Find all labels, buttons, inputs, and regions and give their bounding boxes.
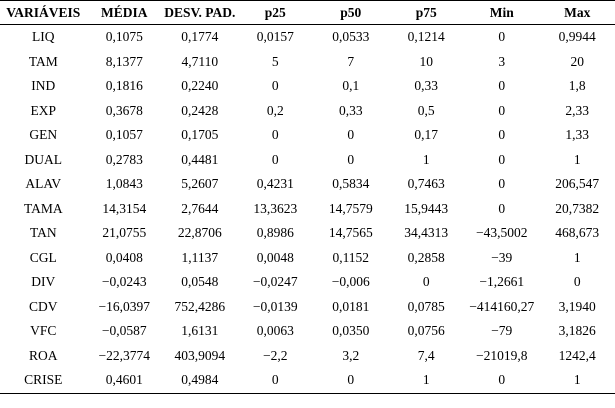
cell-desv-pad: 5,2607 — [181, 176, 219, 192]
cell-max: 3,1940 — [558, 298, 596, 314]
cell-desv-pad: 0,2240 — [181, 78, 219, 94]
cell-p50: −0,006 — [331, 274, 370, 290]
cell-media: −16,0397 — [98, 298, 151, 314]
table-row — [0, 295, 615, 320]
table-row — [0, 25, 615, 50]
cell-p25: 0,2 — [266, 102, 284, 118]
cell-p25: 0 — [271, 127, 279, 143]
cell-desv-pad: 0,4984 — [162, 368, 237, 393]
cell-p75: 0,0785 — [407, 298, 445, 314]
cell-p50: 14,7579 — [328, 200, 373, 216]
row-label: EXP — [30, 102, 57, 118]
column-header-p50: p50 — [313, 1, 388, 25]
cell-p25: 0 — [271, 151, 279, 167]
cell-media: 0,3678 — [105, 102, 143, 118]
cell-desv-pad: 22,8706 — [177, 225, 222, 241]
cell-p50: 7 — [347, 53, 355, 69]
cell-max: 1 — [573, 151, 581, 167]
cell-p25: 0,0157 — [256, 29, 294, 45]
cell-p75: 0,17 — [414, 127, 439, 143]
row-label: CRISE — [0, 368, 87, 393]
cell-p50: 0,33 — [338, 102, 363, 118]
cell-media: 8,1377 — [105, 53, 143, 69]
cell-media: −0,0243 — [101, 274, 147, 290]
cell-min: 0 — [498, 78, 506, 94]
table-row — [0, 344, 615, 369]
row-label: CDV — [29, 298, 58, 314]
table-row — [0, 270, 615, 295]
cell-p25: 0,0048 — [256, 249, 294, 265]
row-label: ROA — [29, 347, 58, 363]
cell-min: 0 — [498, 102, 506, 118]
cell-p75: 0,1214 — [407, 29, 445, 45]
cell-desv-pad: 2,7644 — [181, 200, 219, 216]
cell-p75: 34,4313 — [404, 225, 449, 241]
cell-min: 0 — [498, 127, 506, 143]
cell-p50: 14,7565 — [328, 225, 373, 241]
cell-max: 2,33 — [565, 102, 590, 118]
cell-desv-pad: 1,6131 — [181, 323, 219, 339]
cell-p25: 0,0063 — [256, 323, 294, 339]
cell-p75: 10 — [419, 53, 433, 69]
cell-p50: 0 — [347, 127, 355, 143]
cell-min: −43,5002 — [475, 225, 528, 241]
cell-desv-pad: 0,0548 — [181, 274, 219, 290]
cell-p25: 5 — [271, 53, 279, 69]
cell-p75: 0,0756 — [407, 323, 445, 339]
table-row — [0, 319, 615, 344]
cell-p75: 0,5 — [417, 102, 435, 118]
cell-max: 468,673 — [555, 225, 600, 241]
cell-p75: 15,9443 — [404, 200, 449, 216]
cell-max: 1 — [539, 368, 615, 393]
column-header-media: MÉDIA — [87, 1, 162, 25]
cell-max: 1242,4 — [558, 347, 596, 363]
cell-media: 21,0755 — [102, 225, 147, 241]
cell-min: −39 — [491, 249, 513, 265]
cell-desv-pad: 0,1705 — [181, 127, 219, 143]
cell-p75: 0,2858 — [407, 249, 445, 265]
row-label: CGL — [29, 249, 57, 265]
cell-p75: 1 — [389, 368, 464, 393]
cell-p25: 0,8986 — [256, 225, 294, 241]
cell-p50: 0,1 — [342, 78, 360, 94]
cell-desv-pad: 0,2428 — [181, 102, 219, 118]
table-row — [0, 197, 615, 222]
cell-p75: 0,33 — [414, 78, 439, 94]
table-row — [0, 74, 615, 99]
cell-min: −21019,8 — [475, 347, 528, 363]
row-label: VFC — [30, 323, 57, 339]
cell-desv-pad: 752,4286 — [174, 298, 226, 314]
cell-media: 0,1057 — [105, 127, 143, 143]
cell-p25: 13,3623 — [253, 200, 298, 216]
row-label: DUAL — [24, 151, 63, 167]
column-header-min: Min — [464, 1, 539, 25]
cell-p75: 1 — [422, 151, 430, 167]
cell-max: 3,1826 — [558, 323, 596, 339]
row-label: TAM — [28, 53, 58, 69]
row-label: TAMA — [23, 200, 63, 216]
cell-p75: 0,7463 — [407, 176, 445, 192]
cell-desv-pad: 0,1774 — [181, 29, 219, 45]
row-label: IND — [31, 78, 56, 94]
row-label: LIQ — [32, 29, 55, 45]
table-header-row — [0, 1, 615, 25]
cell-max: 206,547 — [555, 176, 600, 192]
cell-p75: 7,4 — [417, 347, 435, 363]
cell-media: −0,0587 — [101, 323, 147, 339]
cell-max: 0,9944 — [558, 29, 596, 45]
cell-p50: 0,0533 — [332, 29, 370, 45]
cell-media: 0,4601 — [87, 368, 162, 393]
cell-p25: 0 — [238, 368, 313, 393]
table-row — [0, 246, 615, 271]
cell-max: 1,33 — [565, 127, 590, 143]
column-header-p75: p75 — [389, 1, 464, 25]
cell-max: 20 — [570, 53, 584, 69]
cell-p50: 0 — [347, 151, 355, 167]
cell-min: −1,2661 — [479, 274, 525, 290]
column-header-p25: p25 — [238, 1, 313, 25]
table-row — [0, 99, 615, 124]
table-row — [0, 172, 615, 197]
cell-p50: 0,1152 — [332, 249, 370, 265]
row-label: TAN — [29, 225, 57, 241]
table-row — [0, 123, 615, 148]
cell-min: 0 — [498, 176, 506, 192]
cell-desv-pad: 403,9094 — [174, 347, 226, 363]
cell-p50: 0,0181 — [332, 298, 370, 314]
cell-min: −414160,27 — [469, 298, 535, 314]
table-header — [0, 1, 615, 25]
cell-p25: 0,4231 — [256, 176, 294, 192]
row-label: DIV — [31, 274, 56, 290]
table-row — [0, 50, 615, 75]
cell-max: 1 — [573, 249, 581, 265]
cell-p50: 0,5834 — [332, 176, 370, 192]
cell-min: 3 — [498, 53, 506, 69]
cell-media: 0,1816 — [105, 78, 143, 94]
cell-p50: 0,0350 — [332, 323, 370, 339]
cell-min: 0 — [498, 151, 506, 167]
cell-p50: 3,2 — [342, 347, 360, 363]
column-header-variaveis: VARIÁVEIS — [0, 1, 87, 25]
cell-max: 0 — [573, 274, 581, 290]
column-header-max: Max — [539, 1, 615, 25]
cell-media: 0,1075 — [105, 29, 143, 45]
cell-p25: −0,0247 — [252, 274, 298, 290]
cell-p25: −0,0139 — [252, 298, 298, 314]
cell-desv-pad: 4,7110 — [181, 53, 219, 69]
cell-desv-pad: 0,4481 — [181, 151, 219, 167]
cell-min: 0 — [498, 29, 506, 45]
cell-media: 1,0843 — [105, 176, 143, 192]
cell-media: 0,2783 — [105, 151, 143, 167]
table-row — [0, 148, 615, 173]
cell-max: 20,7382 — [555, 200, 600, 216]
cell-p75: 0 — [422, 274, 430, 290]
cell-min: −79 — [491, 323, 513, 339]
cell-p50: 0 — [313, 368, 388, 393]
cell-min: 0 — [464, 368, 539, 393]
table-row — [0, 221, 615, 246]
cell-media: 14,3154 — [102, 200, 147, 216]
cell-media: −22,3774 — [98, 347, 151, 363]
column-header-desv-pad: DESV. PAD. — [162, 1, 237, 25]
table-row — [0, 368, 615, 393]
row-label: ALAV — [25, 176, 62, 192]
cell-desv-pad: 1,1137 — [181, 249, 219, 265]
cell-p25: 0 — [271, 78, 279, 94]
cell-media: 0,0408 — [105, 249, 143, 265]
row-label: GEN — [29, 127, 58, 143]
table-body — [0, 25, 615, 394]
cell-max: 1,8 — [568, 78, 586, 94]
cell-min: 0 — [498, 200, 506, 216]
cell-p25: −2,2 — [263, 347, 288, 363]
